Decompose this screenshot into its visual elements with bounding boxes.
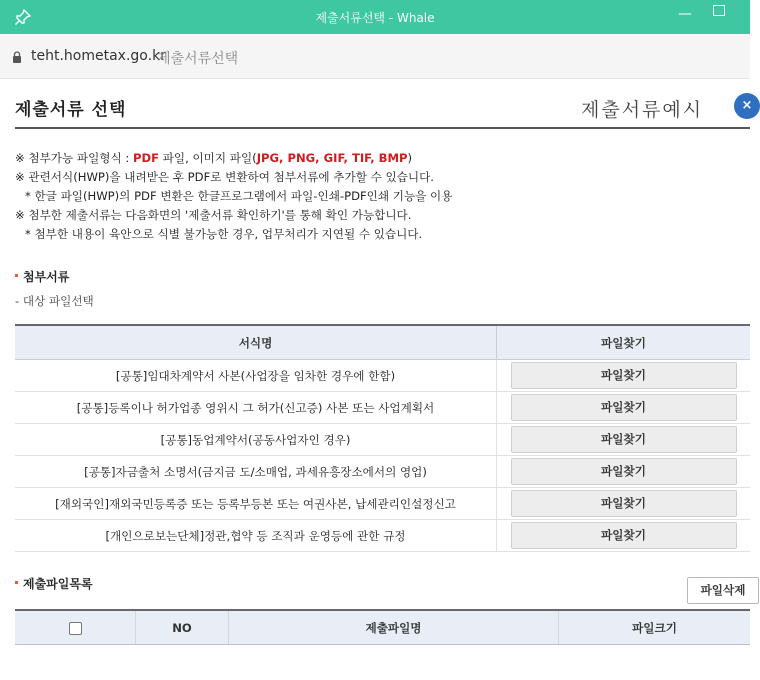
section-subtitle: - 대상 파일선택 bbox=[15, 294, 94, 308]
file-browse-button[interactable]: 파일찾기 bbox=[511, 458, 737, 485]
table-row bbox=[15, 360, 750, 392]
section-title-attachments bbox=[15, 268, 69, 285]
document-example-link[interactable]: 제출서류예시 bbox=[581, 99, 704, 121]
file-browse-button[interactable]: 파일찾기 bbox=[511, 522, 737, 549]
form-name-cell: [공통]임대차계약서 사본(사업장을 임차한 경우에 한함) bbox=[15, 360, 497, 392]
notice-text: ) bbox=[407, 151, 413, 165]
notice-image-formats: JPG, PNG, GIF, TIF, BMP bbox=[256, 151, 408, 165]
window-title: 제출서류선택 - Whale bbox=[315, 11, 435, 25]
form-name-cell: [공통]등록이나 허가업종 영위시 그 허가(신고증) 사본 또는 사업계획서 bbox=[15, 392, 497, 424]
notice-pdf-format: PDF bbox=[132, 151, 160, 165]
page-title: 제출서류 선택 bbox=[15, 100, 127, 120]
close-icon[interactable]: × bbox=[734, 93, 760, 119]
url-page-title: 제출서류선택 bbox=[157, 51, 239, 67]
notice-text: ※ 첨부가능 파일형식 : bbox=[15, 151, 133, 165]
table-row bbox=[15, 520, 750, 552]
section-title-text: 제출파일목록 bbox=[23, 577, 93, 591]
header-divider bbox=[15, 127, 750, 129]
section-title-submitted-files bbox=[15, 575, 93, 592]
lock-icon bbox=[12, 51, 22, 63]
table-row bbox=[15, 456, 750, 488]
file-browse-cell bbox=[497, 488, 751, 520]
notice-line-formats bbox=[15, 149, 750, 168]
table-row bbox=[15, 424, 750, 456]
maximize-icon[interactable] bbox=[713, 5, 725, 16]
file-browse-cell bbox=[497, 424, 751, 456]
table-row bbox=[15, 392, 750, 424]
delete-file-button[interactable]: 파일삭제 bbox=[687, 577, 759, 604]
column-header-select-all bbox=[15, 610, 136, 645]
form-name-cell: [공통]동업계약서(공동사업자인 경우) bbox=[15, 424, 497, 456]
notice-line-confirm: ※ 첨부한 제출서류는 다음화면의 '제출서류 확인하기'를 통해 확인 가능합니다. bbox=[15, 208, 412, 222]
window-titlebar bbox=[0, 0, 750, 34]
form-name-cell: [재외국인]재외국민등록증 또는 등록부등본 또는 여권사본, 납세관리인설정신고 bbox=[15, 488, 497, 520]
table-row bbox=[15, 488, 750, 520]
bullet-icon bbox=[15, 581, 18, 584]
file-browse-cell bbox=[497, 360, 751, 392]
column-header-file-browse: 파일찾기 bbox=[497, 325, 751, 360]
notice-line-hwp-convert: * 한글 파일(HWP)의 PDF 변환은 한글프로그램에서 파일-인쇄-PDF인쇄 기능을 이용 bbox=[25, 189, 453, 203]
file-browse-button[interactable]: 파일찾기 bbox=[511, 362, 737, 389]
file-browse-cell bbox=[497, 520, 751, 552]
notice-block bbox=[15, 149, 750, 244]
select-all-checkbox[interactable] bbox=[69, 622, 82, 635]
form-name-cell: [개인으로보는단체]정관,협약 등 조직과 운영등에 관한 규정 bbox=[15, 520, 497, 552]
file-browse-button[interactable]: 파일찾기 bbox=[511, 426, 737, 453]
notice-line-hwp: ※ 관련서식(HWP)을 내려받은 후 PDF로 변환하여 첨부서류에 추가할 수 있습니다. bbox=[15, 170, 434, 184]
address-bar bbox=[0, 34, 750, 79]
column-header-form-name: 서식명 bbox=[15, 325, 497, 360]
file-browse-cell bbox=[497, 392, 751, 424]
file-browse-button[interactable]: 파일찾기 bbox=[511, 394, 737, 421]
submitted-files-table bbox=[15, 609, 750, 645]
form-name-cell: [공통]자금출처 소명서(금지금 도/소매업, 과세유흥장소에서의 영업) bbox=[15, 456, 497, 488]
file-browse-button[interactable]: 파일찾기 bbox=[511, 490, 737, 517]
notice-text: 파일, 이미지 파일( bbox=[159, 151, 257, 165]
minimize-icon[interactable]: — bbox=[678, 6, 692, 22]
file-browse-cell bbox=[497, 456, 751, 488]
bullet-icon bbox=[15, 274, 18, 277]
notice-line-delay: * 첨부한 내용이 육안으로 식별 불가능한 경우, 업무처리가 지연될 수 있습니다. bbox=[25, 227, 423, 241]
attachment-form-table bbox=[15, 324, 750, 552]
column-header-file-name: 제출파일명 bbox=[229, 610, 559, 645]
column-header-file-size: 파일크기 bbox=[559, 610, 751, 645]
section-title-text: 첨부서류 bbox=[23, 270, 70, 284]
url-host[interactable]: teht.hometax.go.kr bbox=[31, 48, 166, 64]
column-header-no: NO bbox=[136, 610, 229, 645]
